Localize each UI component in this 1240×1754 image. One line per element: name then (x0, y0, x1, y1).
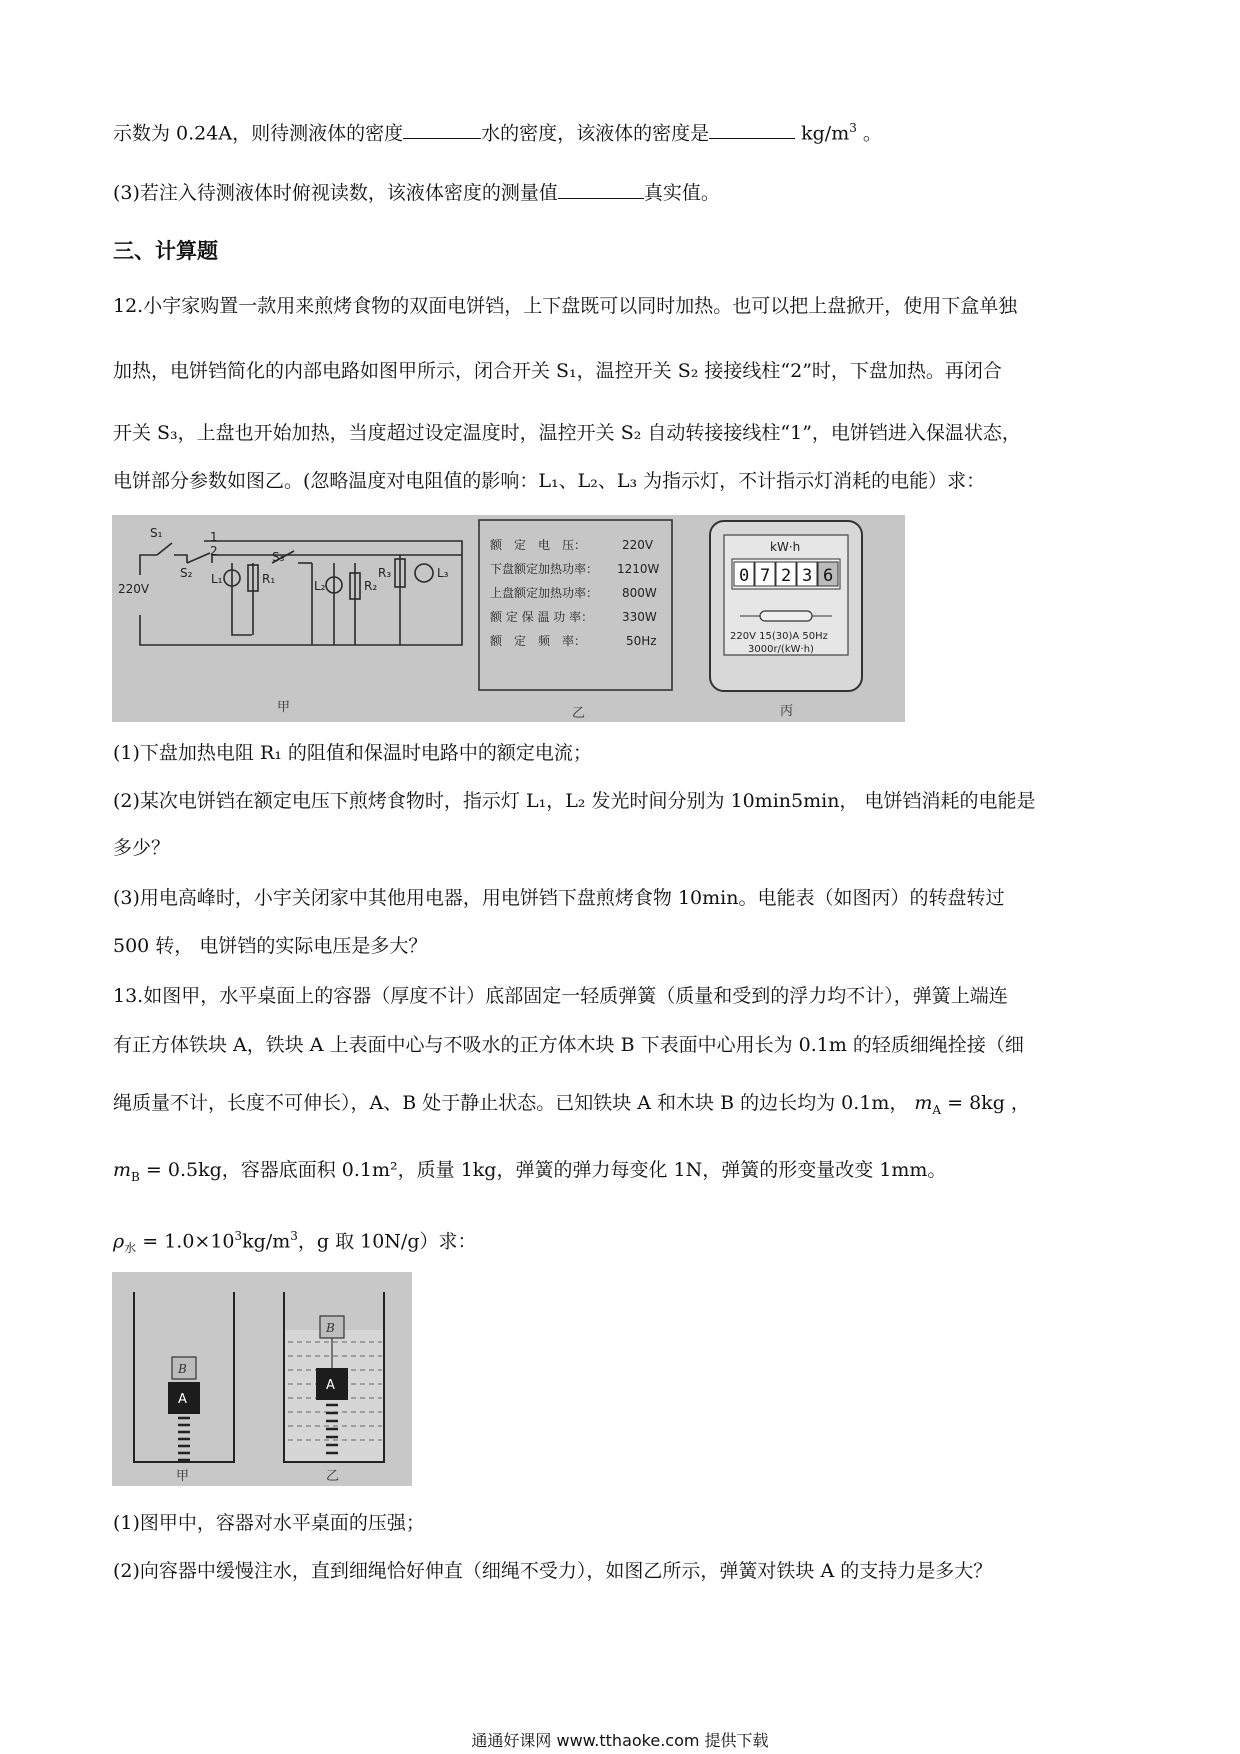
q12-sub2b: 多少？ (113, 837, 171, 859)
answer-blank (403, 120, 481, 139)
param-label: 额 定 电 压： (490, 538, 587, 552)
spring-jia (178, 1418, 190, 1460)
footer-credit: 通通好课网 www.tthaoke.com 提供下载 (471, 1731, 769, 1750)
q13-sub1: (1)图甲中，容器对水平桌面的压强； (113, 1512, 425, 1534)
q12-sub3b: 500 转， 电饼铛的实际电压是多大？ (113, 935, 428, 957)
param-value: 800W (622, 586, 657, 600)
param-value: 330W (622, 610, 657, 624)
r3-label: R₃ (378, 566, 392, 580)
caption-bing: 丙 (780, 704, 794, 719)
meter-digit: 7 (760, 566, 771, 586)
s2-label: S₂ (180, 566, 193, 580)
param-label: 下盘额定加热功率： (490, 562, 599, 576)
r1-label: R₁ (262, 572, 276, 586)
answer-blank (558, 180, 644, 199)
q12-figure (112, 515, 905, 722)
q12-line3: 开关 S₃，上盘也开始加热，当度超过设定温度时，温控开关 S₂ 自动转接接线柱“1”，电饼铛进入保温状态， (113, 422, 1021, 444)
meter-unit: kW·h (770, 540, 801, 554)
caption-yi: 乙 (326, 1469, 340, 1484)
param-value: 220V (622, 538, 654, 552)
l3-label: L₃ (437, 566, 449, 580)
q13-line5: $\rho_水 = 1.0\times 10^3kg/m^3$，g 取 10N/g）求： (113, 1229, 477, 1256)
terminal-2: 2 (210, 544, 218, 558)
meter-disc-window (760, 611, 812, 621)
q11-line1: 示数为 0.24A，则待测液体的密度 水的密度，该液体的密度是 $kg/m^3$ 。 (113, 121, 882, 145)
q12-sub2a: (2)某次电饼铛在额定电压下煎烤食物时，指示灯 L₁，L₂ 发光时间分别为 10min5min， 电饼铛消耗的电能是 (113, 790, 1036, 812)
spring-yi (326, 1405, 338, 1453)
q12-line2: 加热，电饼铛简化的内部电路如图甲所示，闭合开关 S₁，温控开关 S₂ 接接线柱“2”时，下盘加热。再闭合 (113, 360, 1002, 382)
l2-label: L₂ (314, 579, 326, 593)
terminal-1: 1 (210, 530, 218, 544)
r2-label: R₂ (364, 579, 378, 593)
caption-yi: 乙 (572, 706, 586, 721)
l1-label: L₁ (211, 572, 223, 586)
param-label: 额 定 频 率： (490, 634, 587, 648)
meter-digit: 3 (802, 566, 813, 586)
q13-line3: 绳质量不计，长度不可伸长），A、B 处于静止状态。已知铁块 A 和木块 B 的边长均为 0.1m， $m_A = 8kg$ ， (113, 1092, 1030, 1117)
q13-figure (112, 1272, 412, 1486)
q12-sub1: (1)下盘加热电阻 R₁ 的阻值和保温时电路中的额定电流； (113, 742, 592, 764)
s1-label: S₁ (150, 526, 163, 540)
meter-digit: 0 (739, 566, 750, 586)
param-label: 上盘额定加热功率： (490, 586, 599, 600)
q13-line1: 13.如图甲，水平桌面上的容器（厚度不计）底部固定一轻质弹簧（质量和受到的浮力均不计），弹簧上端连 (113, 985, 1008, 1007)
param-label: 额 定 保 温 功 率： (490, 610, 594, 624)
param-value: 1210W (617, 562, 660, 576)
section-title: 三、计算题 (113, 239, 218, 263)
svg-text:B: B (326, 1321, 335, 1335)
caption-jia: 甲 (176, 1469, 190, 1484)
meter-spec: 3000r/(kW·h) (748, 644, 814, 655)
q11-line2: (3)若注入待测液体时俯视读数，该液体密度的测量值 真实值。 (113, 182, 720, 204)
meter-digit: 2 (781, 566, 792, 586)
q13-line4: $m_B = 0.5kg$，容器底面积 0.1m²，质量 1kg，弹簧的弹力每变化 1N，弹簧的形变量改变 1mm。 (113, 1159, 947, 1184)
caption-jia: 甲 (277, 700, 291, 715)
param-value: 50Hz (626, 634, 657, 648)
q13-sub2: (2)向容器中缓慢注水，直到细绳恰好伸直（细绳不受力），如图乙所示，弹簧对铁块 A 的支持力是多大？ (113, 1560, 993, 1582)
meter-digit: 6 (823, 566, 834, 586)
q13-line2: 有正方体铁块 A，铁块 A 上表面中心与不吸水的正方体木块 B 下表面中心用长为 0.1m 的轻质细绳拴接（细 (113, 1034, 1024, 1056)
meter-spec: 220V 15(30)A 50Hz (730, 631, 828, 642)
svg-text:A: A (178, 1392, 187, 1407)
answer-blank (709, 120, 795, 139)
q12-line4: 电饼部分参数如图乙。(忽略温度对电阻值的影响：L₁、L₂、L₃ 为指示灯，不计指示灯消耗的电能）求： (113, 470, 986, 492)
voltage-label: 220V (118, 582, 150, 596)
svg-text:A: A (326, 1378, 335, 1393)
svg-text:B: B (178, 1362, 187, 1376)
q12-line1: 12.小宇家购置一款用来煎烤食物的双面电饼铛，上下盘既可以同时加热。也可以把上盘掀开，使用下盒单独 (113, 295, 1018, 317)
s3-label: S₃ (272, 550, 285, 564)
q12-sub3a: (3)用电高峰时，小宇关闭家中其他用电器，用电饼铛下盘煎烤食物 10min。电能表（如图丙）的转盘转过 (113, 887, 1005, 909)
